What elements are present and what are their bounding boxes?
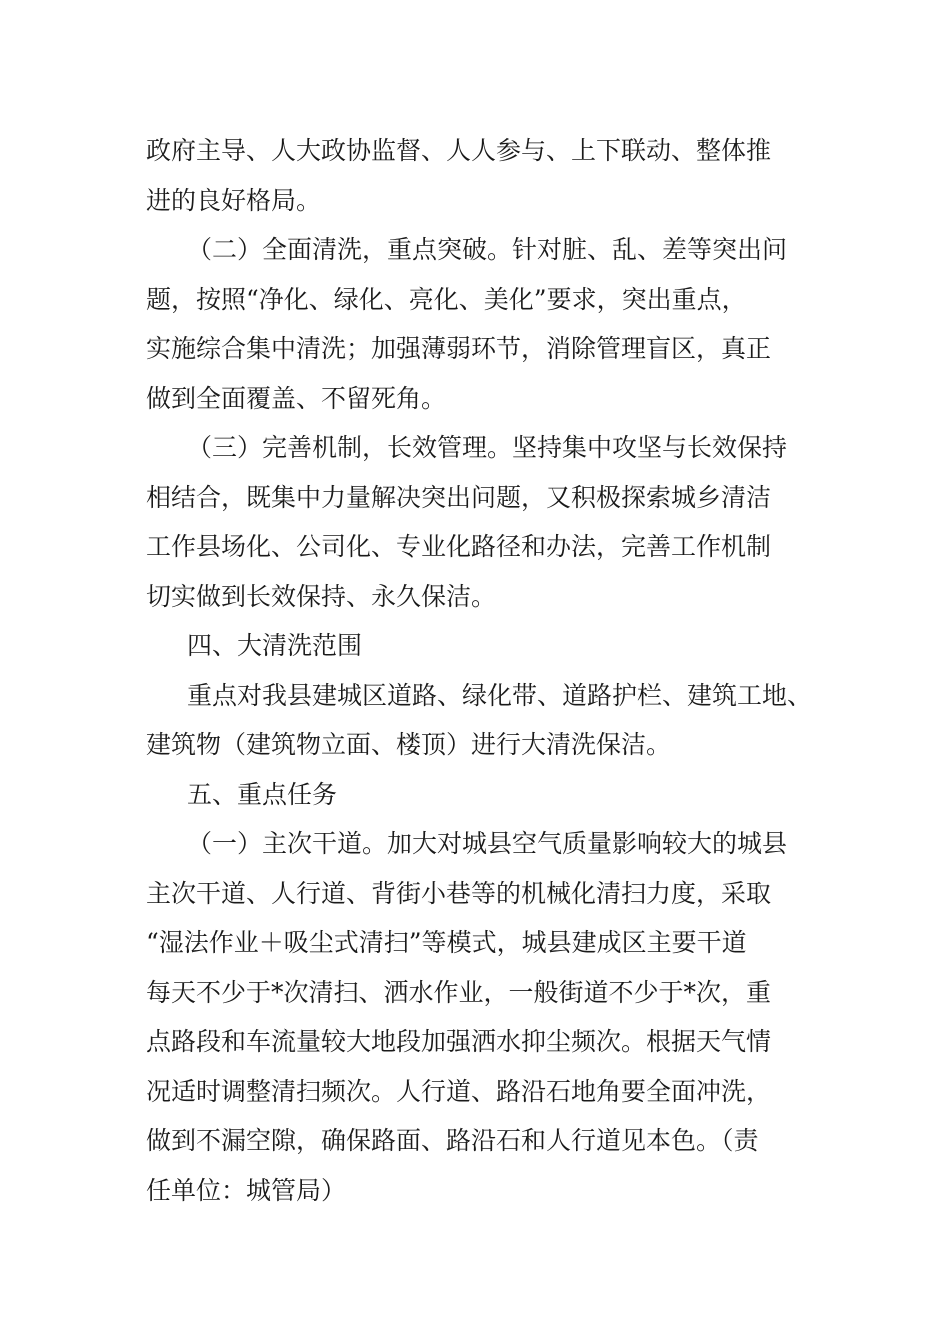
text-line: 重点对我县建城区道路、绿化带、道路护栏、建筑工地、 <box>187 680 813 710</box>
text-line: 点路段和车流量较大地段加强洒水抑尘频次。根据天气情 <box>146 1027 772 1056</box>
text-line: 进的良好格局。 <box>146 185 322 215</box>
text-line: （一）主次干道。加大对城县空气质量影响较大的城县 <box>187 829 788 858</box>
text-line: 每天不少于*次清扫、洒水作业，一般街道不少于*次，重 <box>146 977 772 1007</box>
text-line: 做到全面覆盖、不留死角。 <box>146 383 447 413</box>
text-line: 五、重点任务 <box>187 779 338 809</box>
text-line: 工作县场化、公司化、专业化路径和办法，完善工作机制 <box>146 532 772 561</box>
text-line: 做到不漏空隙，确保路面、路沿石和人行道见本色。（责 <box>146 1126 759 1155</box>
text-line: 题，按照“净化、绿化、亮化、美化”要求，突出重点， <box>146 284 747 314</box>
text-line: “湿法作业＋吸尘式清扫”等模式，城县建成区主要干道 <box>146 928 747 957</box>
text-line: 政府主导、人大政协监督、人人参与、上下联动、整体推 <box>146 136 772 165</box>
text-line: 况适时调整清扫频次。人行道、路沿石地角要全面冲洗， <box>146 1076 772 1106</box>
text-line: 四、大清洗范围 <box>187 631 363 660</box>
text-line: （三）完善机制，长效管理。坚持集中攻坚与长效保持 <box>187 433 788 462</box>
document-body <box>0 126 950 1215</box>
text-line: 建筑物（建筑物立面、楼顶）进行大清洗保洁。 <box>146 730 672 759</box>
text-line: 任单位：城管局） <box>146 1175 347 1205</box>
text-line: 主次干道、人行道、背街小巷等的机械化清扫力度，采取 <box>146 878 772 908</box>
text-line: 相结合，既集中力量解决突出问题，又积极探索城乡清洁 <box>146 482 772 512</box>
text-line: 切实做到长效保持、永久保洁。 <box>146 581 497 611</box>
text-line: （二）全面清洗，重点突破。针对脏、乱、差等突出问 <box>187 235 788 264</box>
text-line: 实施综合集中清洗；加强薄弱环节，消除管理盲区，真正 <box>146 334 772 363</box>
